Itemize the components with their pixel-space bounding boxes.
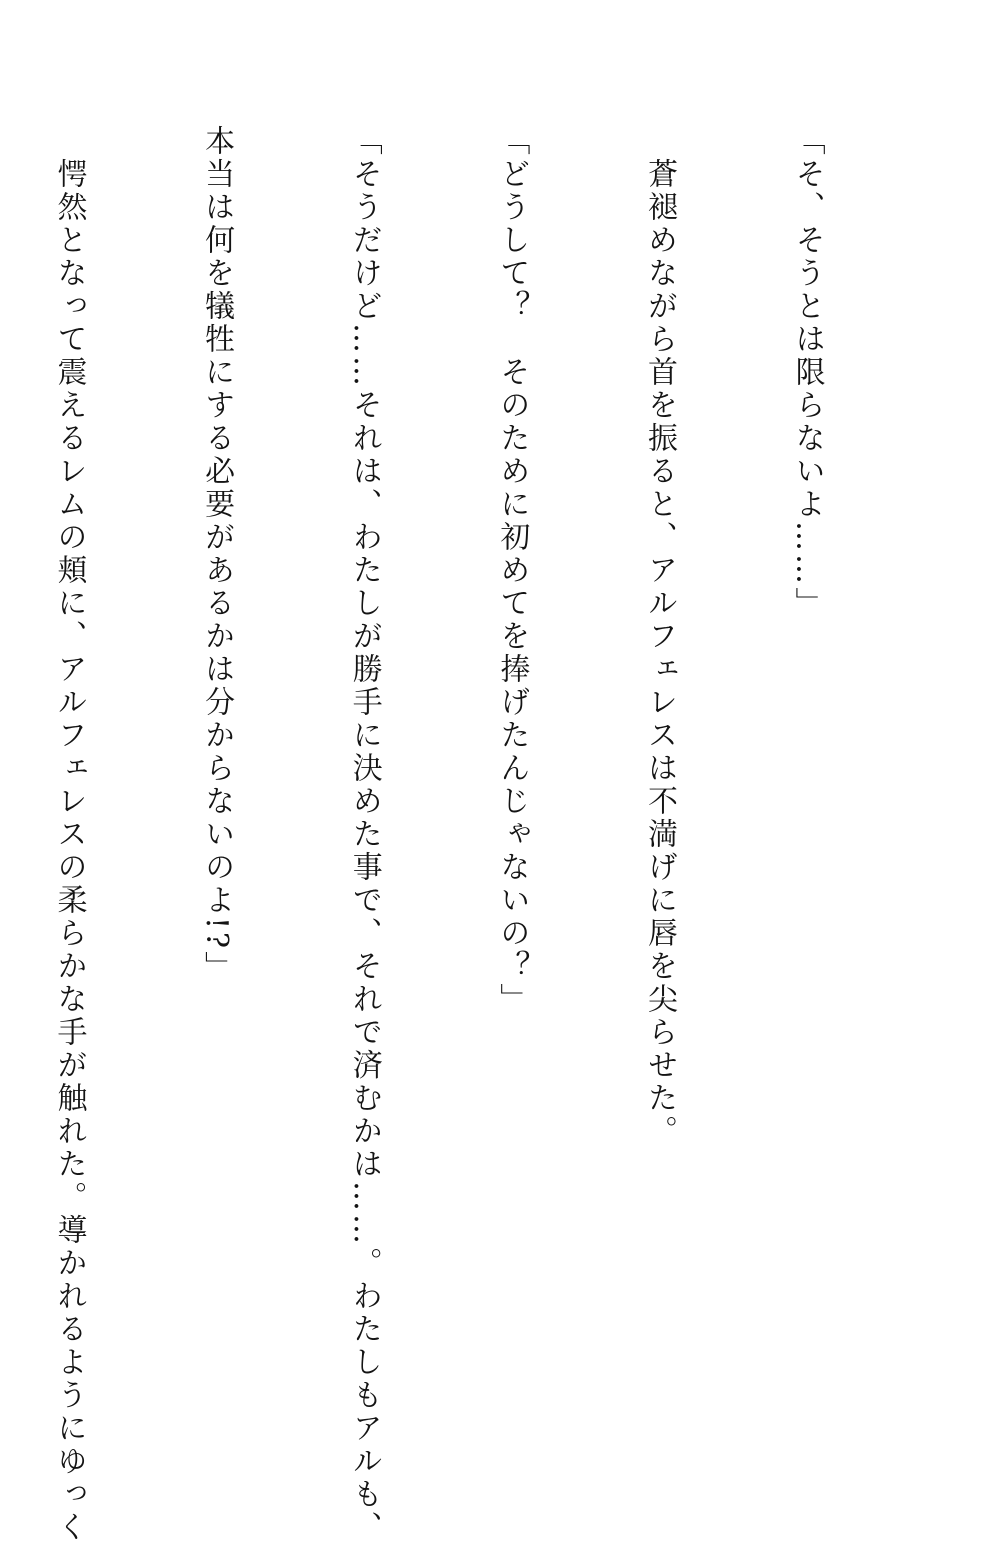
text-line: 「そ、そうとは限らないよ……」 (789, 125, 825, 620)
text-line: 「どうして？ そのために初めてを捧げたんじゃないの？」 (494, 125, 530, 1016)
text-line: 「そうだけど……それは、わたしが勝手に決めた事で、それで済むかは……。わたしもアルも、 (346, 125, 382, 1544)
text-line: 蒼褪めながら首を振ると、アルフェレスは不満げに唇を尖らせた。 (641, 125, 677, 1148)
text-line: 本当は何を犠牲にする必要があるかは分からないのよ!?」 (199, 125, 235, 985)
vertical-text-body (0, 125, 930, 1544)
text-line: 愕然となって震えるレムの頬に、アルフェレスの柔らかな手が触れた。導かれるようにゆっく (51, 125, 87, 1544)
